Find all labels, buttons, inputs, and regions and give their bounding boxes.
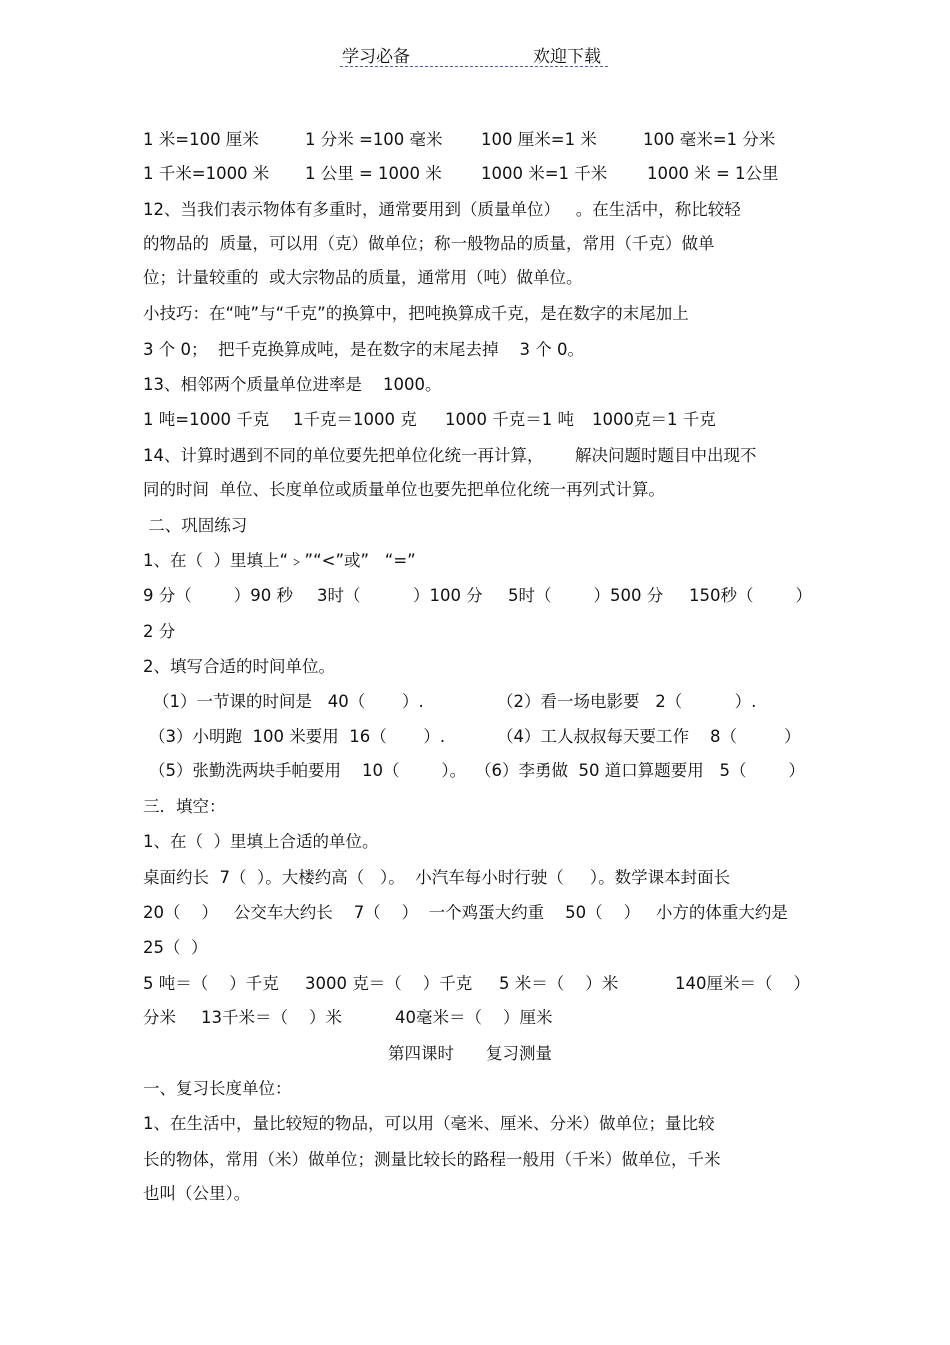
fill-unit-line: 25（ ） xyxy=(143,938,208,957)
time-unit-item: （4）工人叔叔每天要工作 8（ ） xyxy=(497,727,801,746)
question-2-row xyxy=(143,690,823,714)
compare-item: 3时（ ）100 分 xyxy=(317,586,483,605)
time-unit-item: （1）一节课的时间是 40（ ）. xyxy=(153,692,424,711)
paragraph-12-line: 位；计量较重的 或大宗物品的质量，通常用（吨）做单位。 xyxy=(143,268,583,287)
question-2-row xyxy=(143,759,823,783)
review-paragraph-line: 长的物体，常用（米）做单位；测量比较长的路程一般用（千米）做单位，千米 xyxy=(143,1150,721,1169)
unit-equation: 100 厘米=1 米 xyxy=(481,130,597,149)
conversion-item: 3000 克＝（ ）千克 xyxy=(305,974,473,993)
unit-equation: 1000克＝1 千克 xyxy=(592,410,716,429)
unit-equation: 1 米=100 厘米 xyxy=(143,130,259,149)
conversion-item: 140厘米＝（ ） xyxy=(675,974,810,993)
paragraph-13: 13、相邻两个质量单位进率是 1000。 xyxy=(143,375,442,394)
compare-item-tail: 2 分 xyxy=(143,622,176,641)
unit-equation: 100 毫米=1 分米 xyxy=(643,130,776,149)
review-paragraph-line: 也叫（公里）。 xyxy=(143,1184,251,1203)
unit-equation: 1000 米=1 千米 xyxy=(481,164,608,183)
question-3-title: 1、在（ ）里填上合适的单位。 xyxy=(143,832,379,851)
unit-equation: 1 吨=1000 千克 xyxy=(143,410,270,429)
conversion-item: 5 米＝（ ）米 xyxy=(499,974,619,993)
compare-item: 150秒（ ） xyxy=(689,586,812,605)
review-title: 一、复习长度单位： xyxy=(143,1079,292,1098)
length-units-row-2 xyxy=(143,162,823,186)
conversion-row-2 xyxy=(143,1006,823,1030)
time-unit-item: （6）李勇做 50 道口算题要用 5（ ） xyxy=(475,761,805,780)
conversion-item: 13千米＝（ ）米 xyxy=(201,1008,342,1027)
page-header xyxy=(340,40,608,67)
conversion-item: 40毫米＝（ ）厘米 xyxy=(395,1008,553,1027)
lesson-title-part-1: 第四课时 xyxy=(388,1044,454,1063)
question-2-row xyxy=(143,725,823,749)
conversion-row-1 xyxy=(143,972,823,996)
time-unit-item: （5）张勤洗两块手帕要用 10（ ）。 xyxy=(149,761,467,780)
review-paragraph-line: 1、在生活中，量比较短的物品，可以用（毫米、厘米、分米）做单位；量比较 xyxy=(143,1114,715,1133)
paragraph-12-line: 的物品的 质量，可以用（克）做单位；称一般物品的质量，常用（千克）做单 xyxy=(143,234,715,253)
lesson-title-part-2: 复习测量 xyxy=(486,1044,552,1063)
question-1-title: 1、在（ ）里填上“﹥”“<”或” “=” xyxy=(143,551,416,570)
unit-equation: 1 公里 = 1000 米 xyxy=(305,164,442,183)
compare-item: 9 分（ ）90 秒 xyxy=(143,586,293,605)
unit-equation: 1000 米 = 1公里 xyxy=(647,164,779,183)
fill-unit-line: 20（ ） 公交车大约长 7（ ） 一个鸡蛋大约重 50（ ） 小方的体重大约是 xyxy=(143,903,788,922)
tip-line: 3 个 0； 把千克换算成吨，是在数字的末尾去掉 3 个 0。 xyxy=(143,340,584,359)
conversion-item: 5 吨＝（ ）千克 xyxy=(143,974,279,993)
unit-equation: 1 分米 =100 毫米 xyxy=(305,130,443,149)
unit-equation: 1千克＝1000 克 xyxy=(293,410,417,429)
unit-equation: 1000 千克＝1 吨 xyxy=(445,410,574,429)
section-3-title: 三．填空： xyxy=(143,797,226,816)
paragraph-12-line: 12、当我们表示物体有多重时，通常要用到（质量单位） 。在生活中，称比较轻 xyxy=(143,200,741,219)
question-2-title: 2、填写合适的时间单位。 xyxy=(143,657,335,676)
fill-unit-line: 桌面约长 7（ ）。大楼约高（ ）。 小汽车每小时行驶（ ）。数学课本封面长 xyxy=(143,868,731,887)
header-right: 欢迎下载 xyxy=(533,47,601,67)
unit-equation: 1 千米=1000 米 xyxy=(143,164,270,183)
length-units-row-1 xyxy=(143,128,823,152)
paragraph-14-line: 14、计算时遇到不同的单位要先把单位化统一再计算， 解决问题时题目中出现不 xyxy=(143,446,757,465)
conversion-item: 分米 xyxy=(143,1008,176,1027)
paragraph-14-line: 同的时间 单位、长度单位或质量单位也要先把单位化统一再列式计算。 xyxy=(143,480,665,499)
time-unit-item: （3）小明跑 100 米要用 16（ ）. xyxy=(149,727,446,746)
section-2-title: 二、巩固练习 xyxy=(143,516,248,535)
time-unit-item: （2）看一场电影要 2（ ）. xyxy=(497,692,757,711)
mass-units-row xyxy=(143,408,823,432)
tip-line: 小技巧：在“吨”与“千克”的换算中，把吨换算成千克，是在数字的末尾加上 xyxy=(143,304,689,323)
question-1-items xyxy=(143,584,823,608)
header-left: 学习必备 xyxy=(342,47,410,67)
compare-item: 5时（ ）500 分 xyxy=(508,586,664,605)
